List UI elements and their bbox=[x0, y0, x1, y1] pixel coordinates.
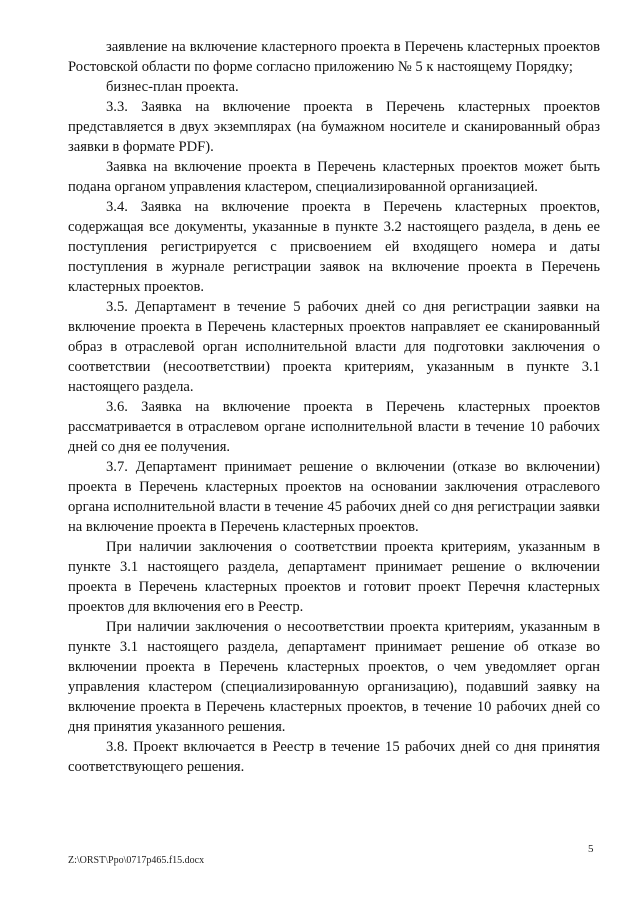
paragraph-3-4: 3.4. Заявка на включение проекта в Перечень кластерных проектов, содержащая все документы, указанные в пункте 3.2 настоящего раздела, в день ее поступления регистрируется с присвоением ей входящего номера и даты поступления в журнале регистрации заявок на включение проекта в Перечень кластерных проектов. bbox=[68, 199, 600, 295]
page-number: 5 bbox=[588, 843, 594, 855]
paragraph-business-plan: бизнес-план проекта. bbox=[106, 79, 239, 95]
paragraph-3-7: 3.7. Департамент принимает решение о включении (отказе во включении) проекта в Перечень кластерных проектов на основании заключения отраслевого органа исполнительной власти в течение 45 рабочих дней со дня регистрации заявки на включение проекта в Перечень кластерных проектов. bbox=[68, 459, 600, 535]
document-body bbox=[68, 37, 600, 777]
paragraph-3-8: 3.8. Проект включается в Реестр в течение 15 рабочих дней со дня принятия соответствующего решения. bbox=[68, 739, 600, 775]
footer-file-path: Z:\ORST\Ppo\0717p465.f15.docx bbox=[68, 855, 205, 866]
paragraph-3-3-submitter: Заявка на включение проекта в Перечень кластерных проектов может быть подана органом управления кластером, специализированной организацией. bbox=[68, 159, 600, 195]
paragraph-3-3: 3.3. Заявка на включение проекта в Перечень кластерных проектов представляется в двух экземплярах (на бумажном носителе и сканированный образ заявки в формате PDF). bbox=[68, 99, 600, 155]
paragraph-application-form: заявление на включение кластерного проекта в Перечень кластерных проектов Ростовской области по форме согласно приложению № 5 к настоящему Порядку; bbox=[68, 39, 600, 75]
paragraph-3-5: 3.5. Департамент в течение 5 рабочих дней со дня регистрации заявки на включение проекта в Перечень кластерных проектов направляет ее сканированный образ в отраслевой орган исполнительной власти для подготовки заключения о соответствии (несоответствии) проекта критериям, указанным в пункте 3.1 настоящего раздела. bbox=[68, 299, 600, 395]
paragraph-3-6: 3.6. Заявка на включение проекта в Перечень кластерных проектов рассматривается в отраслевом органе исполнительной власти в течение 10 рабочих дней со дня ее получения. bbox=[68, 399, 600, 455]
paragraph-3-7-conformity: При наличии заключения о соответствии проекта критериям, указанным в пункте 3.1 настоящего раздела, департамент принимает решение о включении проекта в Перечень кластерных проектов и готовит проект Перечня кластерных проектов для включения его в Реестр. bbox=[68, 539, 600, 615]
paragraph-3-7-nonconformity: При наличии заключения о несоответствии проекта критериям, указанным в пункте 3.1 настоящего раздела, департамент принимает решение об отказе во включении проекта в Перечень кластерных проектов, о чем уведомляет орган управления кластером (специализированную организацию), подавший заявку на включение проекта в Перечень кластерных проектов, в течение 10 рабочих дней со дня принятия указанного решения. bbox=[68, 619, 600, 735]
